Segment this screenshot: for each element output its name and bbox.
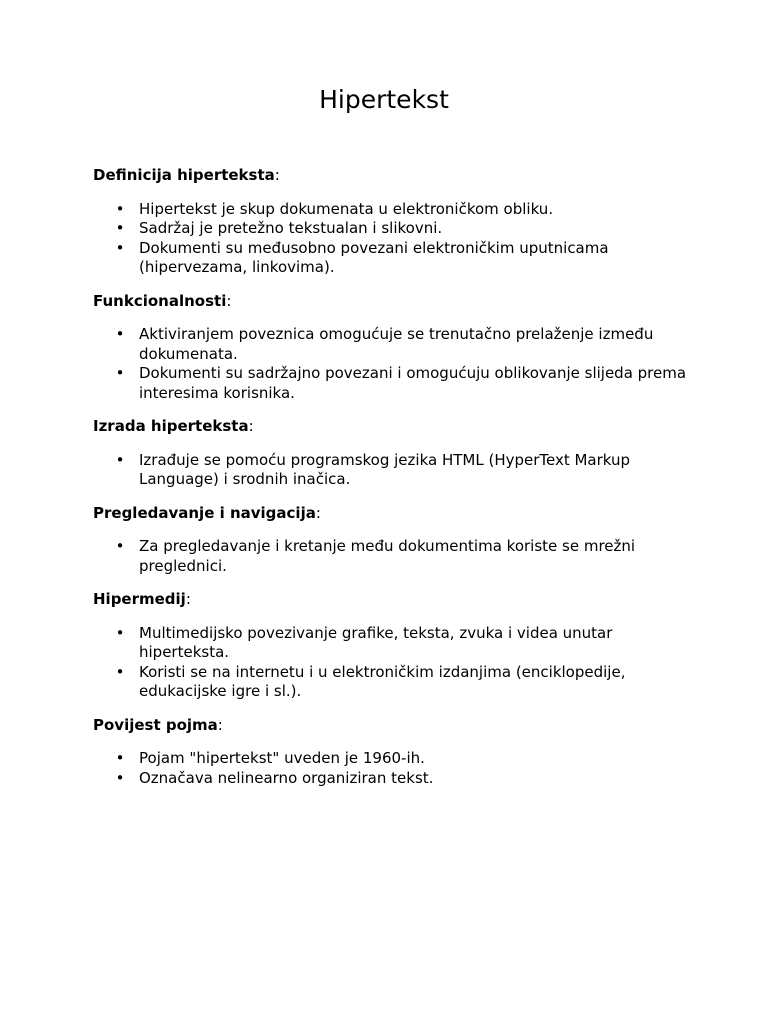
bullet-list bbox=[93, 325, 693, 403]
bullet-list bbox=[93, 624, 693, 702]
list-item bbox=[93, 325, 693, 364]
section-heading bbox=[93, 590, 693, 610]
page-title: Hipertekst bbox=[319, 85, 449, 114]
section-heading bbox=[93, 166, 693, 186]
list-item bbox=[93, 200, 693, 220]
bullet-icon: • bbox=[115, 662, 125, 681]
section-heading-label: Hipermedij bbox=[93, 590, 186, 608]
list-item bbox=[93, 663, 693, 702]
list-item-text: Multimedijsko povezivanje grafike, teksta, zvuka i videa unutar hiperteksta. bbox=[139, 623, 613, 661]
section-heading-label: Definicija hiperteksta bbox=[93, 166, 275, 184]
section-heading bbox=[93, 716, 693, 736]
section-heading-label: Pregledavanje i navigacija bbox=[93, 503, 316, 522]
list-item bbox=[93, 749, 693, 769]
list-item-text: Pojam "hipertekst" uveden je 1960-ih. bbox=[139, 749, 425, 767]
list-item bbox=[93, 624, 693, 663]
heading-colon: : bbox=[248, 417, 254, 435]
list-item-text: Za pregledavanje i kretanje među dokumentima koriste se mrežni preglednici. bbox=[139, 537, 636, 575]
section-heading bbox=[93, 292, 693, 312]
bullet-icon: • bbox=[115, 450, 125, 469]
bullet-icon: • bbox=[115, 238, 125, 257]
bullet-list bbox=[93, 749, 693, 788]
bullet-icon: • bbox=[115, 768, 125, 787]
bullet-icon: • bbox=[115, 199, 125, 218]
list-item-text: Hipertekst je skup dokumenata u elektroničkom obliku. bbox=[139, 199, 554, 218]
bullet-list bbox=[93, 200, 693, 278]
list-item-text: Sadržaj je pretežno tekstualan i slikovni. bbox=[139, 219, 443, 237]
bullet-icon: • bbox=[115, 537, 125, 555]
bullet-list bbox=[93, 451, 693, 490]
list-item bbox=[93, 219, 693, 239]
section-heading-label: Funkcionalnosti bbox=[93, 291, 227, 310]
list-item-text: Aktiviranjem poveznica omogućuje se trenutačno prelaženje između dokumenata. bbox=[139, 325, 654, 363]
list-item bbox=[93, 239, 693, 278]
list-item bbox=[93, 537, 693, 576]
bullet-icon: • bbox=[115, 749, 125, 767]
bullet-icon: • bbox=[115, 325, 125, 343]
heading-colon: : bbox=[226, 291, 232, 310]
section-heading-label: Izrada hiperteksta bbox=[93, 417, 249, 435]
list-item bbox=[93, 364, 693, 403]
list-item bbox=[93, 451, 693, 490]
section-heading-label: Povijest pojma bbox=[93, 715, 218, 734]
list-item-text: Označava nelinearno organiziran tekst. bbox=[139, 768, 434, 787]
bullet-icon: • bbox=[115, 219, 125, 237]
list-item-text: Izrađuje se pomoću programskog jezika HTML (HyperText Markup Language) i srodnih inačica. bbox=[139, 450, 631, 488]
heading-colon: : bbox=[315, 503, 321, 522]
bullet-icon: • bbox=[115, 364, 125, 382]
heading-colon: : bbox=[185, 590, 191, 608]
list-item-text: Dokumenti su međusobno povezani elektroničkim uputnicama (hipervezama, linkovima). bbox=[139, 238, 609, 276]
list-item-text: Koristi se na internetu i u elektroničkim izdanjima (enciklopedije, edukacijske igre i sl.). bbox=[139, 662, 626, 700]
list-item-text: Dokumenti su sadržajno povezani i omogućuju oblikovanje slijeda prema interesima korisnika. bbox=[139, 364, 687, 402]
section-heading bbox=[93, 504, 693, 524]
bullet-list bbox=[93, 537, 693, 576]
list-item bbox=[93, 769, 693, 789]
document-body bbox=[93, 166, 693, 802]
heading-colon: : bbox=[274, 166, 280, 184]
bullet-icon: • bbox=[115, 623, 125, 642]
heading-colon: : bbox=[217, 715, 223, 734]
section-heading bbox=[93, 417, 693, 437]
